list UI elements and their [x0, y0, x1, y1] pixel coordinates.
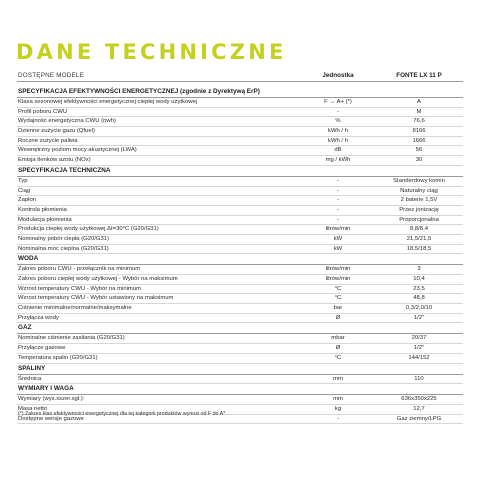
- parameter-label: Roczne zużycie paliwa: [18, 137, 78, 144]
- value-cell: Przez jonizację: [399, 206, 439, 213]
- table-row: [17, 117, 463, 127]
- section-header: [17, 384, 463, 395]
- table-row: [17, 127, 463, 137]
- section-header: [17, 323, 463, 334]
- unit-cell: -: [337, 108, 339, 115]
- unit-column-header: Jednostka: [322, 72, 354, 79]
- value-cell: 23,5: [413, 285, 425, 292]
- table-row: [17, 314, 463, 324]
- section-title: SPECYFIKACJA TECHNICZNA: [18, 166, 111, 174]
- table-row: [17, 235, 463, 245]
- table-row: [17, 98, 463, 108]
- unit-cell: kWh / h: [328, 128, 348, 135]
- table-row: [17, 344, 463, 354]
- table-row: [17, 395, 463, 405]
- unit-cell: -: [337, 415, 339, 422]
- unit-cell: bar: [333, 305, 343, 312]
- unit-cell: kW: [333, 245, 343, 252]
- value-cell: 56: [415, 147, 423, 154]
- unit-cell: -: [337, 197, 339, 204]
- unit-cell: mbar: [331, 335, 345, 342]
- parameter-label: Dzienne zużycie gazu (Qfuel): [18, 128, 95, 135]
- table-row: [17, 156, 463, 166]
- parameter-label: Wewnętrzny poziom mocy akustycznej (LWA): [18, 147, 137, 154]
- parameter-label: Wzrost temperatury CWU - Wybór ustawiony na maksimum: [18, 295, 174, 302]
- section-title: SPECYFIKACJA EFEKTYWNOŚCI ENERGETYCZNEJ (zgodnie z Dyrektywą ErP): [18, 88, 260, 95]
- parameter-label: Kontrola płomienia: [18, 206, 67, 213]
- table-row: [17, 354, 463, 364]
- table-row: [17, 375, 463, 385]
- unit-cell: mm: [333, 375, 343, 382]
- parameter-label: Klasa sezonowej efektywności energetycznej ciepłej wody użytkowej: [18, 99, 198, 105]
- unit-cell: kWh / h: [328, 137, 348, 144]
- table-row: [17, 216, 463, 226]
- value-cell: 21,5/21,5: [406, 235, 432, 242]
- table-row: [17, 146, 463, 156]
- parameter-label: Wzrost temperatury CWU - Wybór na minimum: [18, 285, 142, 292]
- parameter-label: Zakres poboru CWU - przełącznik na minimum: [18, 266, 141, 273]
- parameter-label: Przyłącza wody: [18, 314, 59, 321]
- unit-cell: -: [337, 177, 339, 184]
- value-cell: 20/37: [411, 335, 427, 342]
- unit-cell: -: [337, 206, 339, 213]
- unit-cell: °C: [334, 354, 342, 361]
- value-cell: 30: [415, 157, 423, 164]
- section-header: [17, 166, 463, 177]
- models-label: DOSTĘPNE MODELE: [18, 72, 84, 79]
- technical-data-table: [17, 70, 463, 424]
- unit-cell: dB: [334, 147, 342, 154]
- section-header: [17, 254, 463, 265]
- parameter-label: Produkcja ciepłej wody użytkowej Δt=30°C (G20/G31): [18, 226, 159, 233]
- table-row: [17, 137, 463, 147]
- table-row: [17, 225, 463, 235]
- parameter-label: Wydajność energetyczna CWU (ηwh): [18, 118, 116, 125]
- table-row: [17, 285, 463, 295]
- parameter-label: Dostępne wersje gazowe: [18, 415, 84, 422]
- table-row: [17, 245, 463, 255]
- value-cell: M: [416, 108, 422, 115]
- table-header-row: [17, 70, 463, 82]
- value-cell: Naturalny ciąg: [400, 187, 438, 194]
- value-cell: 1666: [412, 137, 426, 144]
- value-cell: 1/2": [413, 345, 425, 352]
- table-row: [17, 275, 463, 285]
- unit-cell: Ø: [335, 314, 341, 321]
- parameter-label: Wymiary (wys.xszer.xgł.):: [18, 396, 85, 403]
- value-cell: 636x350x225: [401, 396, 437, 403]
- value-cell: 18,5/18,5: [406, 245, 432, 252]
- sections-container: [17, 86, 463, 424]
- table-row: [17, 187, 463, 197]
- unit-cell: litrów/min: [325, 276, 351, 282]
- table-row: [17, 177, 463, 187]
- unit-cell: °C: [334, 295, 342, 302]
- value-cell: 76,6: [413, 118, 425, 125]
- section-title: WYMIARY I WAGA: [18, 385, 74, 393]
- table-row: [17, 265, 463, 275]
- section-title: GAZ: [18, 324, 32, 332]
- page-title: DANE TECHNICZNE: [16, 40, 287, 64]
- unit-cell: litrów/min: [325, 266, 351, 273]
- value-cell: 48,8: [413, 295, 425, 302]
- parameter-label: Ciąg: [18, 187, 31, 194]
- footnote: (*) Zakres klas efektywności energetycznej dla tej kategorii produktów wynosi od F do A*.: [18, 411, 227, 417]
- unit-cell: Ø: [335, 345, 341, 352]
- unit-cell: -: [337, 216, 339, 223]
- table-row: [17, 334, 463, 344]
- table-row: [17, 294, 463, 304]
- table-row: [17, 206, 463, 216]
- parameter-label: Modulacja płomienia: [18, 216, 72, 223]
- unit-cell: °C: [334, 285, 342, 292]
- table-row: [17, 196, 463, 206]
- parameter-label: Emisja tlenków azotu (NOx): [18, 157, 91, 164]
- unit-cell: kg: [334, 405, 342, 412]
- section-header: [17, 364, 463, 375]
- value-cell: 8,8/8,4: [409, 226, 428, 233]
- value-cell: 144/152: [408, 354, 430, 361]
- parameter-label: Przyłącze gazowe: [18, 345, 66, 352]
- section-title: WODA: [18, 255, 39, 263]
- section-header: [17, 86, 463, 98]
- parameter-label: Nominalne ciśnienie zasilania (G20/G31): [18, 335, 125, 342]
- value-cell: Gaz ziemny/LPG: [396, 415, 442, 422]
- value-cell: Proporcjonalna: [399, 216, 439, 223]
- table-row: [17, 108, 463, 118]
- parameter-label: Nominalny pobór ciepła (G20/G31): [18, 235, 110, 242]
- parameter-label: Masa netto: [18, 405, 48, 412]
- parameter-label: Średnica: [18, 375, 42, 382]
- value-cell: A: [417, 99, 421, 105]
- section-title: SPALINY: [18, 364, 46, 372]
- parameter-label: Ciśnienie minimalne/normalne/maksymalne: [18, 305, 132, 312]
- value-cell: 110: [414, 375, 424, 382]
- unit-cell: -: [337, 187, 339, 194]
- value-cell: 12,7: [413, 405, 425, 412]
- unit-cell: %: [335, 118, 341, 125]
- unit-cell: mm: [333, 396, 343, 403]
- parameter-label: Zakres poboru ciepłej wody użytkowej - Wybór na maksimum: [18, 276, 178, 282]
- parameter-label: Typ: [18, 177, 28, 184]
- unit-cell: litrów/min: [325, 226, 351, 233]
- model-column-header: FONTE LX 11 P: [396, 72, 442, 79]
- parameter-label: Nominalna moc cieplna (G20/G31): [18, 245, 109, 252]
- value-cell: 0,3/2,0/10: [405, 305, 433, 312]
- value-cell: 1/2": [413, 314, 425, 321]
- value-cell: 2 baterie 1,5V: [400, 197, 438, 204]
- unit-cell: mg / kWh: [325, 157, 351, 164]
- unit-cell: F → A+ (*): [324, 99, 352, 105]
- value-cell: Standerdowy komin: [393, 177, 445, 184]
- table-row: [17, 304, 463, 314]
- value-cell: 8166: [412, 128, 426, 135]
- parameter-label: Temperatura spalin (G20/G31): [18, 354, 98, 361]
- parameter-label: Profil poboru CWU: [18, 108, 68, 115]
- value-cell: 3: [417, 266, 421, 273]
- unit-cell: kW: [333, 235, 343, 242]
- value-cell: 10,4: [413, 276, 425, 282]
- parameter-label: Zapłon: [18, 197, 37, 204]
